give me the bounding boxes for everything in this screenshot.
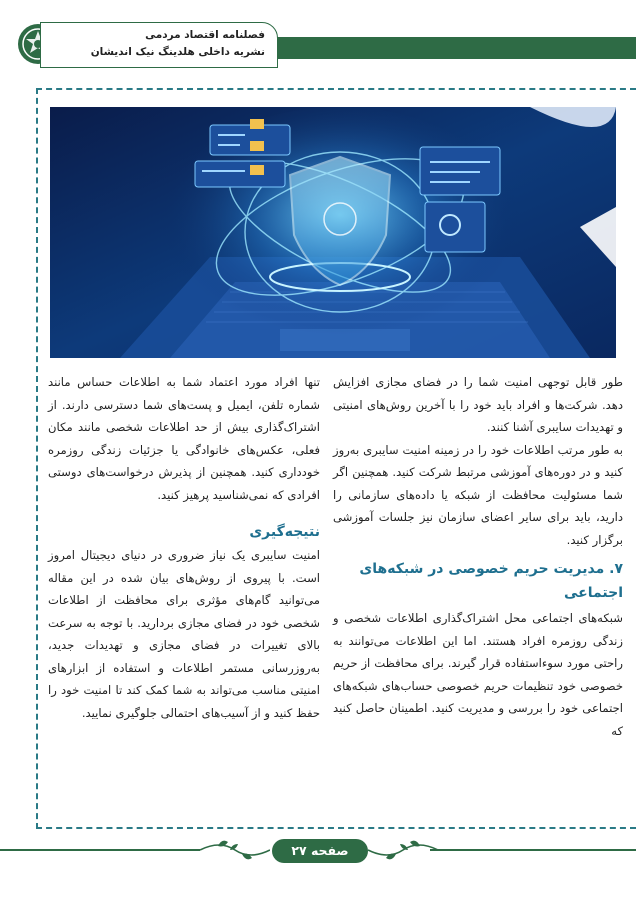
vine-ornament-icon: [368, 836, 438, 864]
left-column: [48, 371, 320, 724]
section-heading: ۷. مدیریت حریم خصوصی در شبکه‌های اجتماعی: [359, 561, 623, 601]
paragraph: تنها افراد مورد اعتماد شما به اطلاعات حساس مانند شماره تلفن، ایمیل و پست‌های شما دسترسی دارند. از اشتراک‌گذاری بیش از حد اطلاعات شخصی مانند مکان فعلی، عکس‌های خانوادگی یا جزئیات زندگی روزمره خودداری کنید. همچنین از پذیرش درخواست‌های دوستی افرادی که نمی‌شناسید پرهیز کنید.: [48, 375, 320, 502]
paragraph: امنیت سایبری یک نیاز ضروری در دنیای دیجیتال امروز است. با پیروی از روش‌های بیان شده در این مقاله می‌توانید گام‌های مؤثری برای محافظت از اطلاعات شخصی خود در فضای مجازی بردارید. با توجه به سرعت بالای تغییرات در فضای مجازی و تهدیدات جدید، به‌روزرسانی مستمر اطلاعات و استفاده از ابزارهای امنیتی مناسب می‌تواند به شما کمک کند تا امنیت خود را حفظ کنید و از آسیب‌های احتمالی جلوگیری نمایید.: [48, 548, 320, 720]
vine-ornament-icon: [200, 836, 270, 864]
publication-subtitle: نشریه داخلی هلدینگ نیک اندیشان: [90, 46, 265, 58]
paragraph: به طور مرتب اطلاعات خود را در زمینه امنیت سایبری به‌روز کنید و در دوره‌های آموزشی مرتبط شرکت کنید. همچنین اگر شما مسئولیت محافظت از شبکه یا داده‌های سازمانی را دارید، باید برای سایر اعضای سازمان نیز جلسات آموزشی برگزار کنید.: [333, 442, 623, 547]
publication-title: فصلنامه اقتصاد مردمی: [145, 29, 265, 41]
cybersecurity-illustration: [50, 107, 616, 358]
footer-line: [0, 849, 200, 851]
page-number: صفحه ۲۷: [272, 839, 368, 863]
footer-line: [430, 849, 636, 851]
paragraph: شبکه‌های اجتماعی محل اشتراک‌گذاری اطلاعات شخصی و زندگی روزمره افراد هستند. اما این اطلاعات می‌توانند به راحتی مورد سوءاستفاده قرار گیرند. برای محافظت از حریم خصوصی خود تنظیمات حریم خصوصی حساب‌های شبکه‌های اجتماعی خود را بررسی و مدیریت کنید. اطمینان حاصل کنید که: [333, 611, 623, 738]
conclusion-heading: نتیجه‌گیری: [249, 524, 320, 540]
right-column: [333, 371, 623, 742]
header-box: [40, 22, 278, 68]
paragraph: طور قابل توجهی امنیت شما را در فضای مجازی افزایش دهد. شرکت‌ها و افراد باید خود را با آخرین روش‌های امنیتی و تهدیدات سایبری آشنا کنند.: [333, 375, 623, 434]
